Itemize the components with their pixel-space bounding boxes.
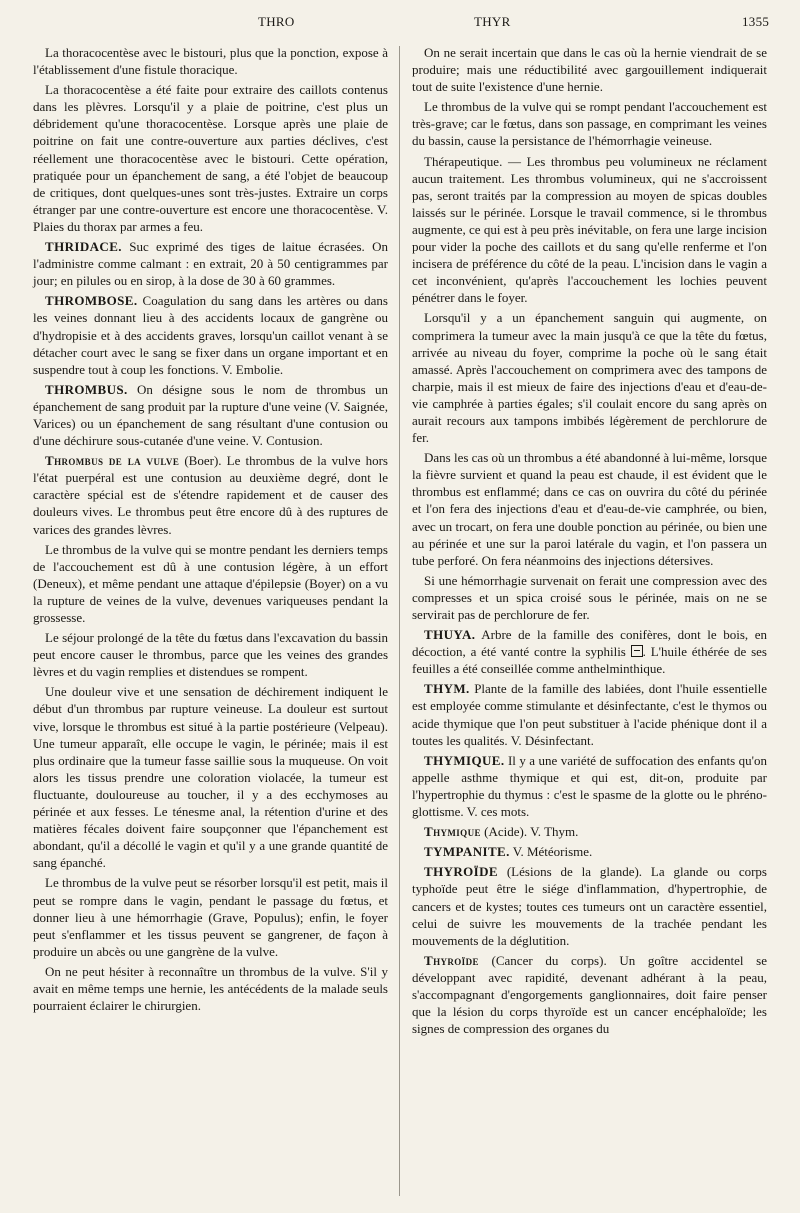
paragraph-text: Si une hémorrhagie survenait on ferait une compression avec des compresses et un spica croisé sous le périnée, mais on ne se servirait pas de perchlorure de fer. xyxy=(412,572,767,622)
paragraph-text: Le thrombus de la vulve qui se rompt pendant l'accouchement est très-grave; car le fœtus, dans son passage, en comprimant les veines du bassin, cause la persistance de l'hémorrhagie veineuse. xyxy=(412,99,767,149)
entry-headword: THROMBUS. xyxy=(45,381,128,397)
entry-headword: Thrombus de la vulve xyxy=(45,453,180,469)
page-number: 1355 xyxy=(742,14,770,29)
paragraph xyxy=(412,626,767,677)
column-divider xyxy=(399,46,400,1196)
paragraph-text: Le thrombus de la vulve qui se montre pendant les derniers temps de l'accouchement est dû à une contusion légère, à un effort (Deneux), et même pendant une attaque d'épilepsie (Boyer) on a vu la rupture de veines de la vulve, devenues variqueuses pendant la grossesse. xyxy=(33,541,388,625)
paragraph-text: (Boer). Le thrombus de la vulve hors l'état puerpéral est une contusion au deuxième degré, dont le caractère spécial est de s'étendre rapidement et de causer des douleurs vives. Le thrombus peut être encore dû à des ruptures de varices des grandes lèvres. xyxy=(33,453,388,537)
header-right-word: THYR xyxy=(474,14,511,29)
paragraph xyxy=(412,843,767,860)
paragraph xyxy=(412,952,767,1037)
paragraph-text: La thoracocentèse a été faite pour extraire des caillots contenus dans les plèvres. Lorsqu'il y a plaie de poitrine, c'est plus un débridement qu'une thoracocentèse. Lorsque après une plaie de poitrine on fait une contre-ouverture aux parties déclives, c'est réellement une thoracocentèse avec le bistouri. Cette opération, pratiquée pour un épanchement de sang, a été l'objet de beaucoup de critiques, dont quelques-unes sont très-justes. Extraire un corps étranger par une contre-ouverture est encore une thoracocentèse. V. Plaies du thorax par armes a feu. xyxy=(33,82,388,234)
entry-headword: Thyroïde xyxy=(424,952,479,968)
paragraph-text: Une douleur vive et une sensation de déchirement indiquent le début d'un thrombus par rupture veineuse. La douleur est surtout vive, lorsque le thrombus est situé à la partie postérieure (Velpeau). Une tumeur apparaît, elle occupe le vagin, le périnée; mais il est plus ordinaire que la tumeur fasse saillie sous la muqueuse. On voit alors les tissus prendre une coloration violacée, la tumeur est fluctuante, douloureuse au toucher, il y a des ecchymoses au périnée et aux fesses. Le ténesme anal, la rétention d'urine et des matières fécales doivent faire soupçonner que l'épanchement est abondant, qu'il a décollé le vagin et qu'il y a une grande quantité de sang épanché. xyxy=(33,684,388,871)
paragraph-text: La thoracocentèse avec le bistouri, plus que la ponction, expose à l'établissement d'une fistule thoracique. xyxy=(33,45,388,78)
paragraph xyxy=(33,81,388,235)
paragraph-text: Le thrombus de la vulve peut se résorber lorsqu'il est petit, mais il peut se rompre dans le vagin, pendant le passage du fœtus, et donner lieu à une hémorrhagie (Grave, Populus); enfin, le foyer peut s'enflammer et les tissus peuvent se gangrener, de façon à produire un abcès ou une gangrène de la vulve. xyxy=(33,875,388,959)
paragraph xyxy=(412,863,767,948)
entry-headword: THYROÏDE xyxy=(424,864,498,880)
paragraph-text: On ne peut hésiter à reconnaître un thrombus de la vulve. S'il y avait en même temps une hernie, les antécédents de la malade seuls pourraient éclairer le chirurgien. xyxy=(33,963,388,1014)
paragraph-text: (Acide). V. Thym. xyxy=(480,824,579,840)
left-column xyxy=(33,44,388,1017)
paragraph xyxy=(33,683,388,871)
entry-headword: THYMIQUE. xyxy=(424,752,505,768)
paragraph xyxy=(33,874,388,959)
paragraph-text: (Lésions de la glande). La glande ou corps typhoïde peut être le siége d'inflammation, d'hypertrophie, de cancers et de kystes; toutes ces tumeurs ont un caractère essentiel, celui de suivre les mouvements de la trachée pendant les mouvements de la déglutition. xyxy=(412,864,767,948)
entry-headword: THROMBOSE. xyxy=(45,293,138,309)
right-column xyxy=(412,44,767,1040)
paragraph xyxy=(33,452,388,537)
entry-headword: THYM. xyxy=(424,681,470,697)
paragraph xyxy=(412,572,767,623)
running-header xyxy=(0,14,800,38)
paragraph xyxy=(412,823,767,840)
paragraph xyxy=(33,541,388,626)
paragraph-text: On ne serait incertain que dans le cas où la hernie viendrait de se produire; mais une réductibilité avec gargouillement indiquerait tout de suite l'existence d'une hernie. xyxy=(412,45,767,95)
paragraph-text: (Cancer du corps). Un goître accidentel se développant avec rapidité, devenant adhérant à la peau, s'accompagnant d'engorgements ganglionnaires, doit faire penser que la lésion du corps thyroïde est un cancer encéphaloïde; les signes de compression des organes du xyxy=(412,952,767,1037)
entry-headword: Thymique xyxy=(424,824,481,840)
paragraph-text: Il y a une variété de suffocation des enfants qu'on appelle asthme thymique et qui est, dit-on, produite par l'hypertrophie du thymus : c'est le spasme de la glotte ou le phréno-glottisme. V. ces mots. xyxy=(412,752,767,820)
paragraph xyxy=(33,292,388,377)
paragraph-text: Arbre de la famille des conifères, dont le bois, en décoction, a été vanté contre la syphilis xyxy=(412,627,767,660)
paragraph xyxy=(412,44,767,95)
paragraph-text: Suc exprimé des tiges de laitue écrasées. On l'administre comme calmant : en extrait, 20 à 50 centigrammes par jour; en pilules ou en sirop, à la dose de 30 à 60 grammes. xyxy=(33,239,388,289)
header-left-word: THRO xyxy=(258,14,295,29)
paragraph-text: Coagulation du sang dans les artères ou dans les veines donnant lieu à des accidents locaux de gangrène ou d'hydropisie et à des accidents graves, lorsqu'un caillot venant à se détacher court avec le sang se fixer dans un organe important et en suspendre tout à coup les fonctions. V. Embolie. xyxy=(33,293,388,377)
paragraph xyxy=(412,98,767,149)
entry-headword: TYMPANITE. xyxy=(424,844,510,860)
paragraph-tail: . L'huile éthérée de ses feuilles a été conseillée comme anthelminthique. xyxy=(412,644,767,677)
paragraph xyxy=(33,238,388,289)
paragraph-text: Le séjour prolongé de la tête du fœtus dans l'excavation du bassin peut encore causer le thrombus, parce que les veines des grandes lèvres et du vagin remplies et distendues se rompent. xyxy=(33,630,388,680)
paragraph xyxy=(412,449,767,569)
boxed-minus-icon xyxy=(631,645,643,657)
paragraph xyxy=(412,153,767,307)
paragraph xyxy=(412,309,767,446)
paragraph-text: Dans les cas où un thrombus a été abandonné à lui-même, lorsque la fièvre survient et quand la peau est chaude, il est évident que le thrombus est enflammé; dans ce cas on ouvrira du côté du périnée et l'on fera des injections d'eau et d'eau-de-vie camphrée, ou bien, avec un trocart, on fera une double ponction au périnée, ou bien une au périnée et une sur la paroi latérale du vagin, et l'on passera un tube perforé. On fera néanmoins des injections détersives. xyxy=(412,450,767,568)
paragraph xyxy=(33,963,388,1014)
paragraph-text: Thérapeutique. — Les thrombus peu volumineux ne réclament aucun traitement. Les thrombus volumineux, qui ne s'accroissent pas, seront traités par la compression au moyen de spicas doubles laissés sur le périnée. Lorsque le travail commence, si le thrombus augmente, ce qui est à peu près inévitable, on fera une large incision pour vider la poche des caillots et du sang qu'elle renferme et l'on incisera de préférence du côté de la peau. L'incision dans le vagin a cet inconvénient, qu'après l'accouchement les lochies peuvent pénétrer dans le foyer. xyxy=(412,153,767,306)
paragraph xyxy=(33,629,388,680)
paragraph-text: On désigne sous le nom de thrombus un épanchement de sang produit par la rupture d'une veine (V. Saignée, Varices) ou un épanchement de sang résultant d'une contusion ou d'une déchirure sous-cutanée d'une veine. V. Contusion. xyxy=(33,381,388,449)
entry-headword: THRIDACE. xyxy=(45,239,122,255)
paragraph xyxy=(33,381,388,449)
paragraph xyxy=(412,752,767,820)
paragraph-text: Plante de la famille des labiées, dont l'huile essentielle est employée comme stimulante et désinfectante, c'est le thymos ou acide thymique que l'on peut substituer à l'acide phénique dont il a toutes les qualités. V. Désinfectant. xyxy=(412,681,767,748)
paragraph-text: V. Météorisme. xyxy=(509,844,593,860)
paragraph xyxy=(412,680,767,748)
paragraph xyxy=(33,44,388,78)
paragraph-text: Lorsqu'il y a un épanchement sanguin qui augmente, on comprimera la tumeur avec la main jusqu'à ce que la tête du fœtus, arrivée au niveau du foyer, comprime la poche où le sang était amassé. Après l'accouchement on comprimera avec des tampons de charpie, mais il est mieux de faire des injections d'eau et d'eau-de-vie camphrée à parties égales; s'il coulait encore du sang après on aurait recours aux tampons imbibés légèrement de perchlorure de fer. xyxy=(412,310,767,446)
entry-headword: THUYA. xyxy=(424,627,476,643)
